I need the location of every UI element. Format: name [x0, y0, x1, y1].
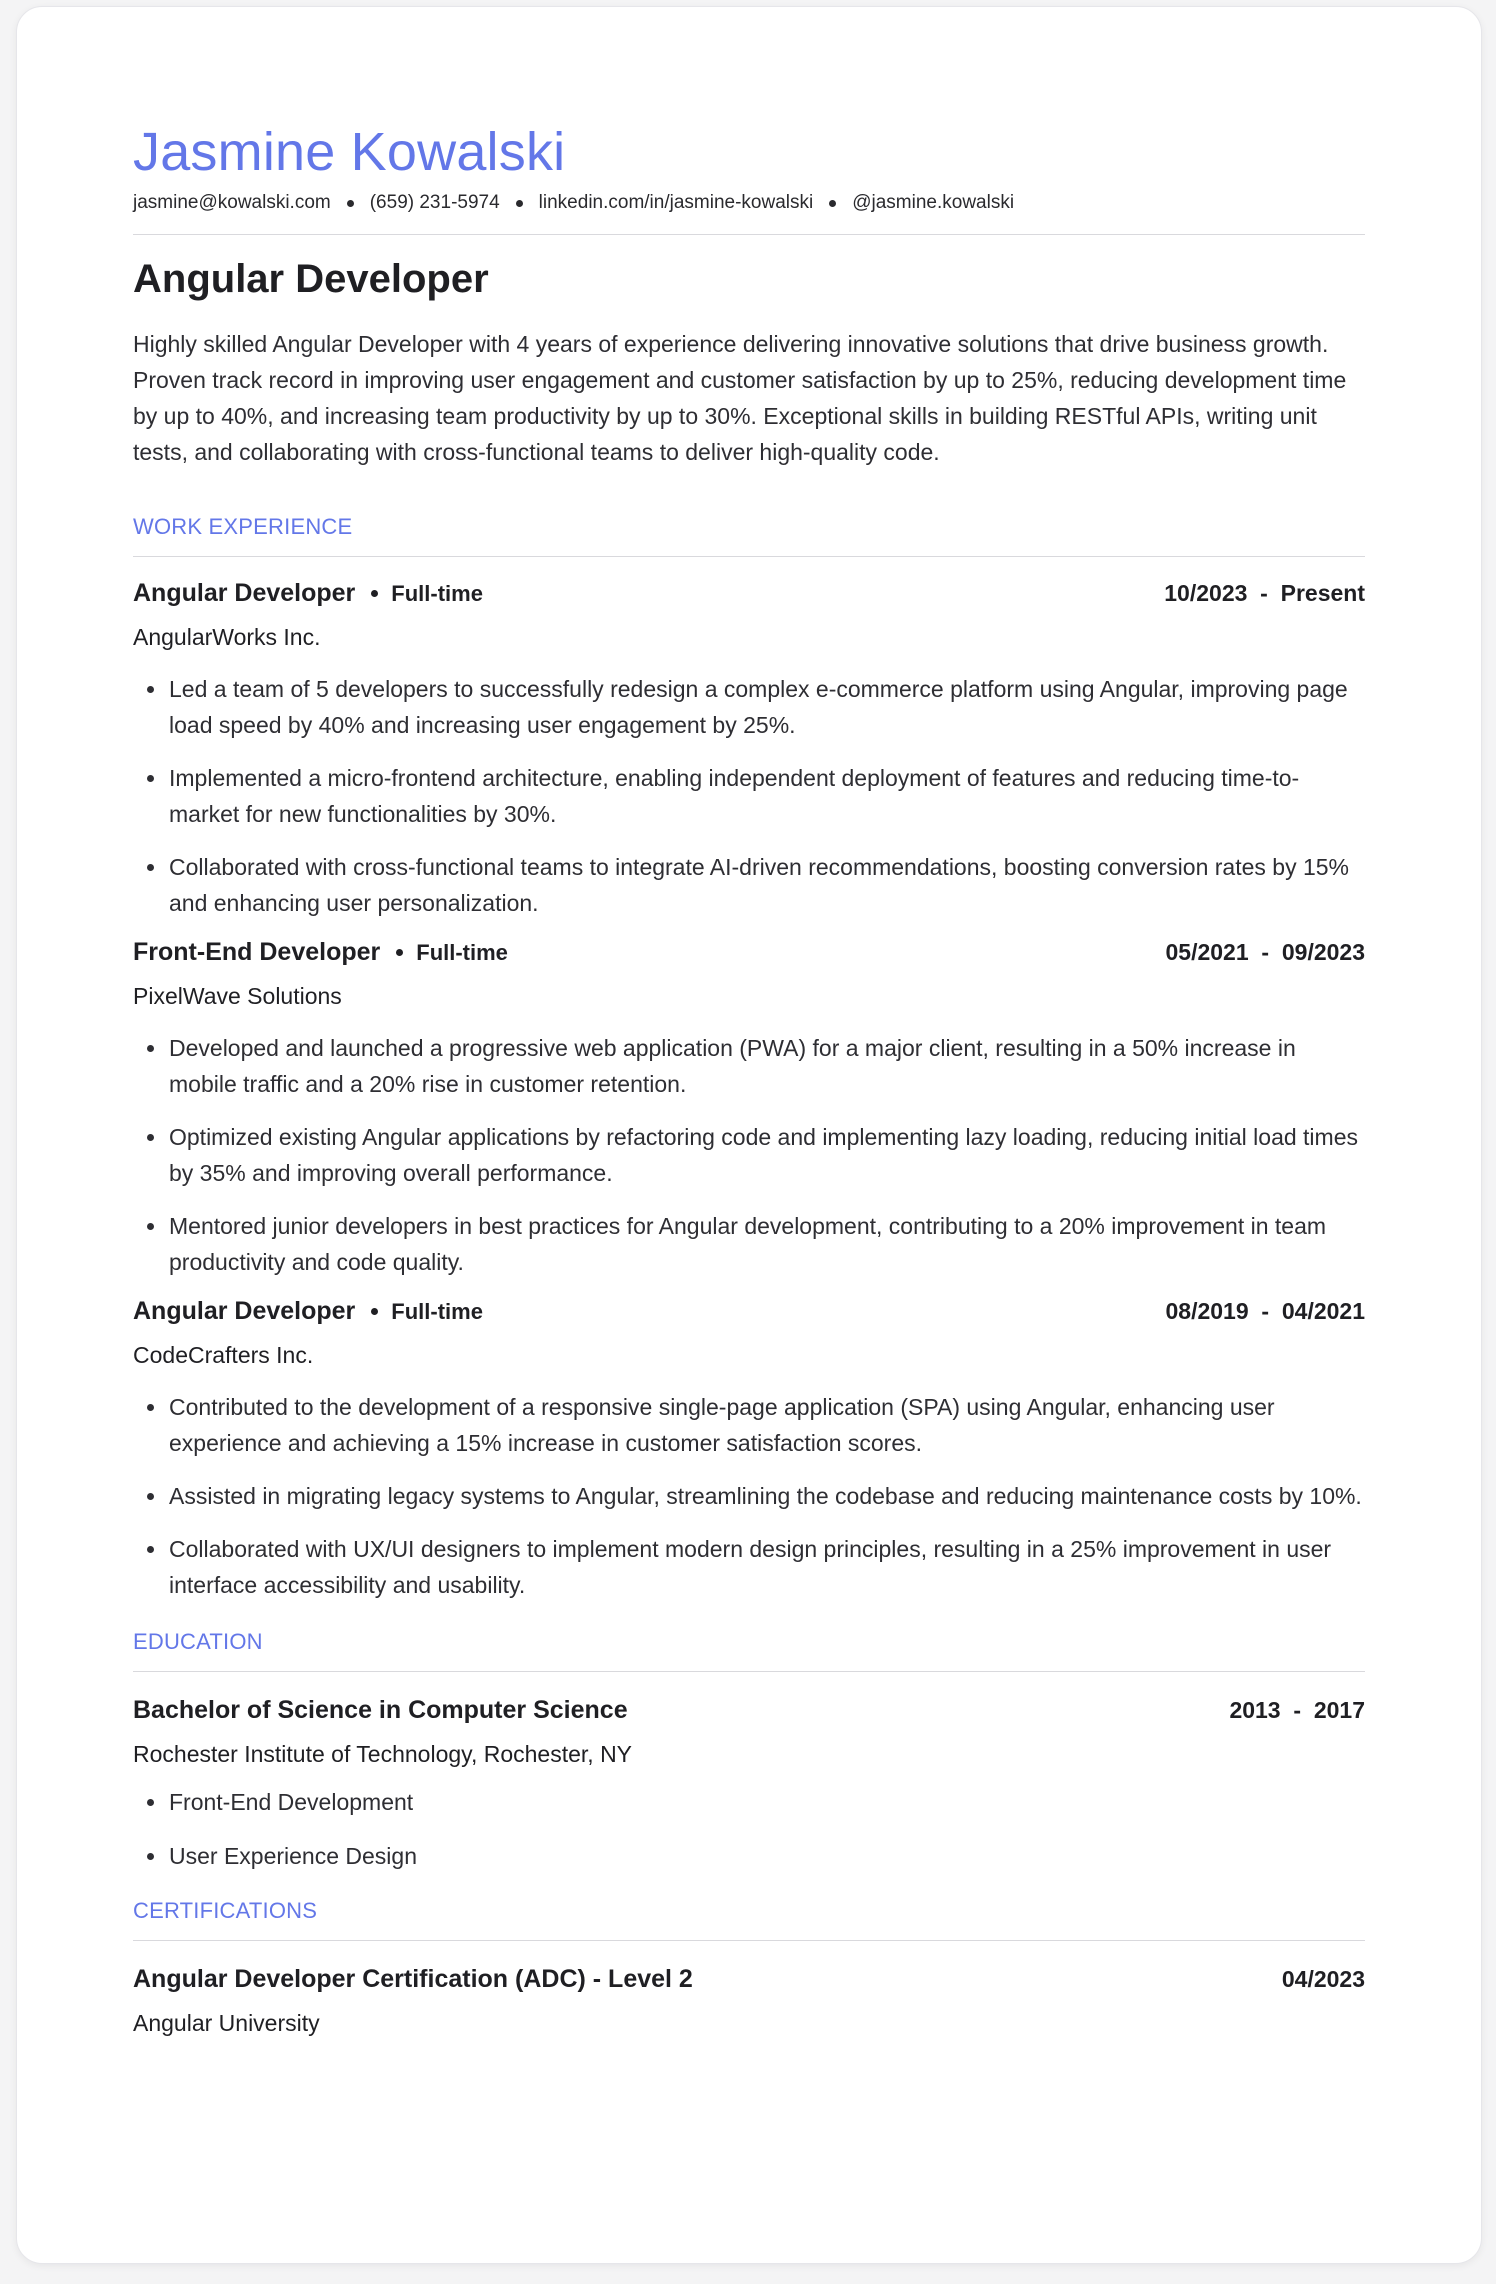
- summary-paragraph: Highly skilled Angular Developer with 4 years of experience delivering innovative solutions that drive business growth. Proven track record in improving user engagement and customer satisfaction by up to 25%, reducing development time by up to 40%, and increasing team productivity by up to 30%. Exceptional skills in building RESTful APIs, writing unit tests, and collaborating with cross-functional teams to deliver high-quality code.: [133, 331, 1347, 466]
- job-role: Front-End Developer: [133, 938, 381, 967]
- job-header: [133, 579, 1365, 608]
- education-entry: [133, 1696, 1365, 1874]
- list-item: Developed and launched a progressive web application (PWA) for a major client, resulting in a 50% increase in mobile traffic and a 20% rise in customer retention.: [133, 1030, 1365, 1102]
- list-item: Contributed to the development of a responsive single-page application (SPA) using Angular, enhancing user experience and achieving a 15% increase in customer satisfaction scores.: [133, 1389, 1365, 1461]
- header-divider: [133, 234, 1365, 235]
- job-entry: [133, 938, 1365, 1280]
- contact-line: [133, 192, 1365, 214]
- resume-content: [133, 122, 1365, 2037]
- list-item: Assisted in migrating legacy systems to Angular, streamlining the codebase and reducing maintenance costs by 10%.: [133, 1478, 1365, 1514]
- certification-name: Angular Developer Certification (ADC) - Level 2: [133, 1965, 693, 1994]
- education-header: [133, 1696, 1365, 1725]
- certification-issuer: Angular University: [133, 2010, 320, 2037]
- list-item: Collaborated with cross-functional teams to integrate AI-driven recommendations, boosting conversion rates by 15% and enhancing user personalization.: [133, 849, 1365, 921]
- section-heading-work: WORK EXPERIENCE: [133, 514, 353, 540]
- job-bullets: [133, 671, 1365, 921]
- list-item: Mentored junior developers in best practices for Angular development, contributing to a 20% improvement in team productivity and code quality.: [133, 1208, 1365, 1280]
- job-type: Full-time: [391, 1298, 483, 1324]
- separator-dot: [347, 200, 354, 207]
- job-company: PixelWave Solutions: [133, 983, 342, 1010]
- separator-dot: [829, 200, 836, 207]
- job-header: [133, 1297, 1365, 1326]
- certification-entry: [133, 1965, 1365, 2037]
- list-item: Optimized existing Angular applications by refactoring code and implementing lazy loading, reducing initial load times by 35% and improving overall performance.: [133, 1119, 1365, 1191]
- job-title-group: [133, 579, 483, 608]
- list-item: User Experience Design: [133, 1838, 1365, 1874]
- education-bullets: [133, 1784, 1365, 1874]
- school-name: Rochester Institute of Technology, Rochester, NY: [133, 1741, 633, 1768]
- contact-handle[interactable]: @jasmine.kowalski: [852, 192, 1015, 214]
- section-heading-certifications: CERTIFICATIONS: [133, 1898, 318, 1924]
- separator-dot: [516, 200, 523, 207]
- section-divider: [133, 1671, 1365, 1672]
- separator-dot: [371, 590, 378, 597]
- job-type: Full-time: [416, 939, 508, 965]
- job-company: CodeCrafters Inc.: [133, 1342, 314, 1369]
- list-item: Collaborated with UX/UI designers to implement modern design principles, resulting in a 25% improvement in user interface accessibility and usability.: [133, 1531, 1365, 1603]
- section-divider: [133, 1940, 1365, 1941]
- job-entry: [133, 1297, 1365, 1603]
- contact-email[interactable]: jasmine@kowalski.com: [133, 192, 331, 214]
- job-role: Angular Developer: [133, 579, 356, 608]
- section-heading-education: EDUCATION: [133, 1629, 263, 1655]
- job-title: Angular Developer: [133, 257, 489, 302]
- job-bullets: [133, 1389, 1365, 1603]
- list-item: Implemented a micro-frontend architecture, enabling independent deployment of features and reducing time-to-market for new functionalities by 30%.: [133, 760, 1365, 832]
- job-dates: 10/2023 - Present: [1164, 580, 1365, 607]
- certification-header: [133, 1965, 1365, 1994]
- list-item: Led a team of 5 developers to successfully redesign a complex e-commerce platform using Angular, improving page load speed by 40% and increasing user engagement by 25%.: [133, 671, 1365, 743]
- resume-page: [16, 6, 1482, 2264]
- separator-dot: [371, 1308, 378, 1315]
- degree-title: Bachelor of Science in Computer Science: [133, 1696, 628, 1725]
- separator-dot: [396, 949, 403, 956]
- job-title-group: [133, 1297, 483, 1326]
- job-header: [133, 938, 1365, 967]
- section-divider: [133, 556, 1365, 557]
- job-company: AngularWorks Inc.: [133, 624, 321, 651]
- job-dates: 05/2021 - 09/2023: [1165, 939, 1365, 966]
- certification-date: 04/2023: [1281, 1966, 1365, 1993]
- job-dates: 08/2019 - 04/2021: [1165, 1298, 1365, 1325]
- job-type: Full-time: [391, 580, 483, 606]
- job-bullets: [133, 1030, 1365, 1280]
- contact-linkedin[interactable]: linkedin.com/in/jasmine-kowalski: [538, 192, 814, 214]
- job-entry: [133, 579, 1365, 921]
- job-title-group: [133, 938, 508, 967]
- candidate-name: Jasmine Kowalski: [133, 122, 566, 182]
- education-dates: 2013 - 2017: [1229, 1697, 1365, 1724]
- job-role: Angular Developer: [133, 1297, 356, 1326]
- contact-phone[interactable]: (659) 231-5974: [369, 192, 500, 214]
- list-item: Front-End Development: [133, 1784, 1365, 1820]
